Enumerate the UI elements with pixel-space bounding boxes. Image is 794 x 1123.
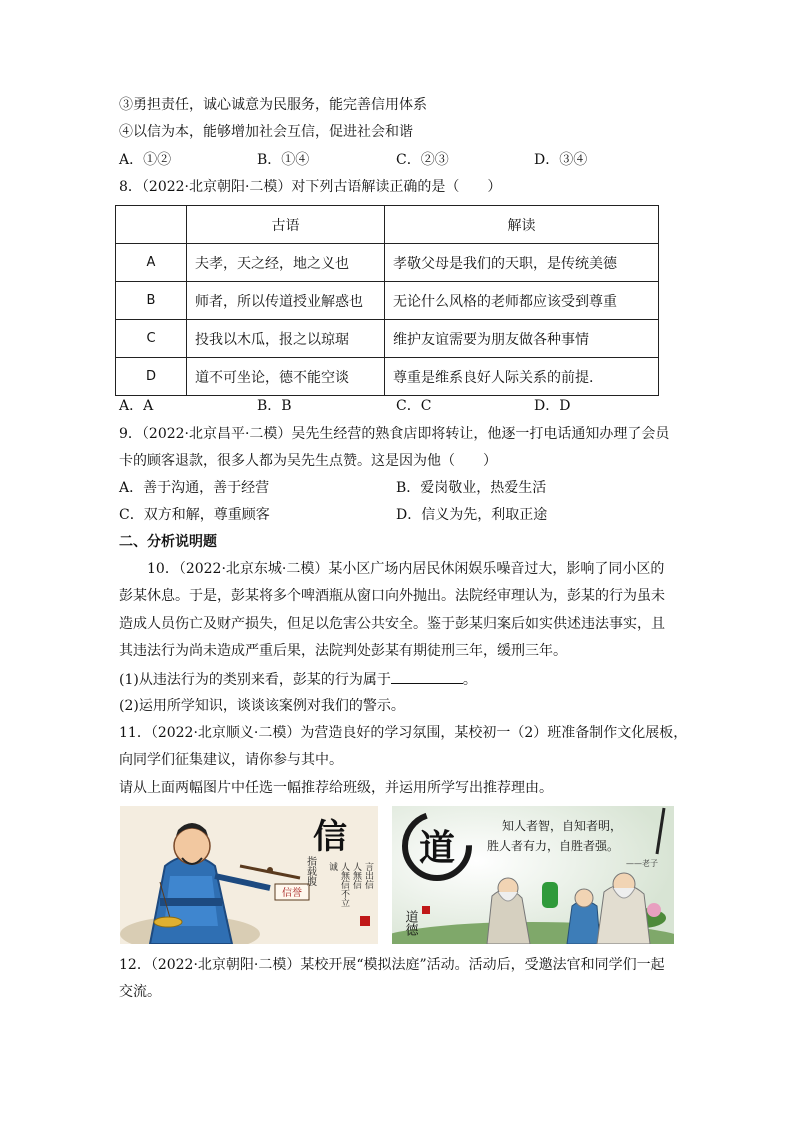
q7-option-c: C．②③ [396,152,449,168]
red-seal [360,916,370,926]
q8-stem: 8．（2022·北京朝阳·二模）对下列古语解读正确的是（ ） [119,179,502,195]
q10-line1: 10．（2022·北京东城·二模）某小区广场内居民休闲娱乐噪音过大，影响了同小区的 [147,561,665,577]
q9-option-b: B．爱岗敬业，热爱生活 [396,480,547,496]
q10-line4: 其违法行为尚未造成严重后果，法院判处彭某有期徒刑三年，缓刑三年。 [119,643,567,659]
q7-option-a: A．①② [119,152,172,168]
quote-line-2: 胜人者有力，自胜者强。 [487,839,620,853]
table-row [116,244,659,282]
q11-line3: 请从上面两幅图片中任选一幅推荐给班级，并运用所学写出推荐理由。 [119,780,553,796]
q7-option-d: D．③④ [534,152,588,168]
row-letter: A [116,244,187,282]
q10-sub2: (2)运用所学知识，谈谈该案例对我们的警示。 [119,698,405,714]
q9-stem-line1: 9．（2022·北京昌平·二模）吴先生经营的熟食店即将转让，他逐一打电话通知办理了会员 [119,426,670,442]
tao-big-char: 道 [418,827,456,869]
row-interpretation: 孝敬父母是我们的天职，是传统美德 [385,244,659,282]
calligraphy-col2: 人無信 [351,862,361,889]
q8-option-b: B．B [257,398,292,414]
row-interpretation: 尊重是维系良好人际关系的前提. [385,358,659,396]
image-honesty-scholar [120,806,378,944]
table-row [116,358,659,396]
q9-option-a: A．善于沟通，善于经营 [119,480,270,496]
q10-line2: 彭某休息。于是，彭某将多个啤酒瓶从窗口向外抛出。法院经审理认为，彭某的行为虽未 [119,588,665,604]
q8-header-ancient: 古语 [187,206,385,244]
row-interpretation: 维护友谊需要为朋友做各种事情 [385,320,659,358]
q12-line1: 12．（2022·北京朝阳·二模）某校开展“模拟法庭”活动。活动后，受邀法官和同学们一起 [119,957,665,973]
calligraphy-col1: 言出信 [363,862,373,889]
q7-option-b: B．①④ [257,152,310,168]
q10-sub1-text: (1)从违法行为的类别来看，彭某的行为属于 [119,672,391,688]
row-ancient: 道不可坐论，德不能空谈 [187,358,385,396]
row-letter: D [116,358,187,396]
calligraphy-side: 指载腹 [304,856,316,886]
section-heading: 二、分析说明题 [119,534,217,550]
q10-line3: 造成人员伤亡及财产损失，但足以危害公共安全。鉴于彭某归案后如实供述违法事实，且 [119,616,665,632]
q8-header-blank [116,206,187,244]
q7-statement-4: ④以信为本，能够增加社会互信，促进社会和谐 [119,124,413,140]
q8-header-interpretation: 解读 [385,206,659,244]
row-ancient: 投我以木瓜，报之以琼琚 [187,320,385,358]
q8-table [115,205,659,396]
q8-option-a: A．A [119,398,154,414]
q8-option-d: D．D [534,398,571,414]
image-tao-laozi [392,806,674,944]
row-letter: C [116,320,187,358]
q9-option-d: D．信义为先，利取正途 [396,507,548,523]
row-letter: B [116,282,187,320]
q12-line2: 交流。 [119,984,161,1000]
answer-blank[interactable] [391,669,463,684]
q9-stem-line2: 卡的顾客退款，很多人都为吴先生点赞。这是因为他（ ） [119,453,497,469]
q11-line2: 向同学们征集建议，请你参与其中。 [119,752,343,768]
row-ancient: 师者，所以传道授业解惑也 [187,282,385,320]
q7-statement-3: ③勇担责任，诚心诚意为民服务，能完善信用体系 [119,97,427,113]
table-row [116,320,659,358]
calligraphy-col4: 诚 [327,862,337,871]
quote-author: ——老子 [626,859,658,868]
honesty-illustration [120,806,378,944]
q11-line1: 11．（2022·北京顺义·二模）为营造良好的学习氛围，某校初一（2）班准备制作文化展板， [119,725,688,741]
q9-option-c: C．双方和解，尊重顾客 [119,507,270,523]
q10-sub1-end: 。 [462,672,477,688]
seal-text: 道德 [402,910,418,936]
q8-table-header [116,206,659,244]
plaque-text: 信誉 [282,888,302,899]
calligraphy-big-char: 信 [313,817,347,857]
table-row [116,282,659,320]
row-interpretation: 无论什么风格的老师都应该受到尊重 [385,282,659,320]
quote-line-1: 知人者智，自知者明， [502,819,623,833]
q10-sub1 [119,669,477,690]
tao-illustration [392,806,674,944]
q8-option-c: C．C [396,398,432,414]
row-ancient: 夫孝，天之经，地之义也 [187,244,385,282]
red-seal [422,906,430,914]
calligraphy-col3: 人無信不立 [339,862,349,907]
